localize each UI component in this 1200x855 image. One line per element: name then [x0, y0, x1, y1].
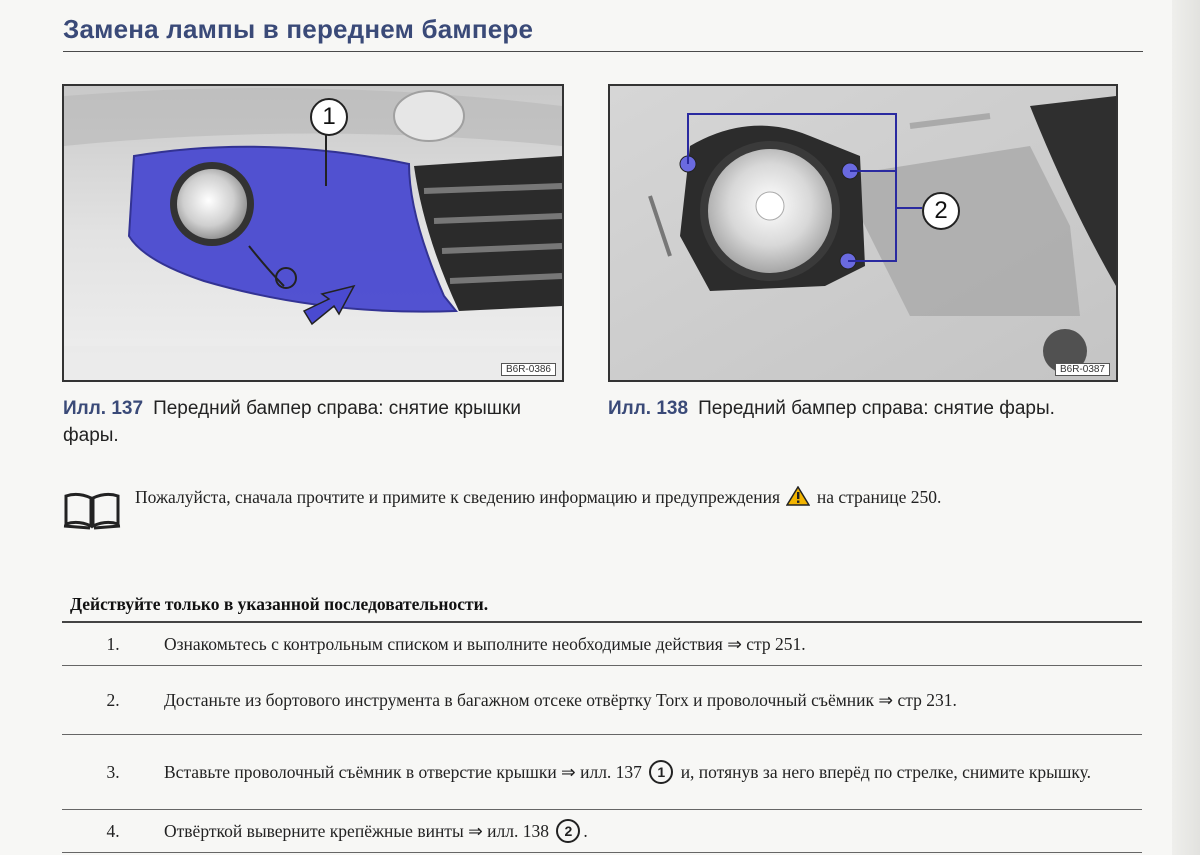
notice-text-after: на странице 250.: [816, 487, 942, 507]
step-text-before: Вставьте проволочный съёмник в отверстие крышки ⇒ илл. 137: [164, 761, 642, 782]
figure-code: B6R-0386: [501, 363, 556, 376]
warning-triangle-icon: [786, 486, 810, 506]
figure-caption: [608, 395, 1088, 422]
step-number: 3.: [106, 761, 120, 782]
steps-heading: Действуйте только в указанной последовательности.: [70, 594, 489, 614]
step-text-after: .: [583, 820, 588, 841]
figure-caption: [63, 395, 543, 449]
step-row: [62, 623, 1142, 666]
caption-label: Илл. 137: [63, 398, 144, 419]
step-row: [62, 735, 1142, 810]
notice-text: [135, 484, 1035, 510]
step-text-before: Отвёрткой выверните крепёжные винты ⇒ илл. 138: [164, 820, 549, 841]
step-number: 2.: [106, 689, 120, 710]
step-row: [62, 810, 1142, 853]
step-number: 4.: [106, 820, 120, 841]
figure-code: B6R-0387: [1055, 363, 1110, 376]
book-icon: [62, 490, 122, 530]
caption-text: Передний бампер справа: снятие фары.: [698, 398, 1055, 419]
figure-137: [62, 84, 564, 382]
notice-text-before: Пожалуйста, сначала прочтите и примите к сведению информацию и предупреждения: [135, 487, 781, 507]
page-title: Замена лампы в переднем бампере: [63, 14, 534, 44]
callout-1: 1: [310, 98, 348, 136]
steps-list: [62, 623, 1142, 853]
step-text: Ознакомьтесь с контрольным списком и выполните необходимые действия ⇒ стр 251.: [164, 633, 806, 654]
caption-label: Илл. 138: [608, 398, 689, 419]
title-rule: [63, 51, 1143, 52]
caption-text: Передний бампер справа: снятие крышки фары.: [63, 398, 521, 446]
step-row: [62, 666, 1142, 735]
page-edge: [1172, 0, 1200, 855]
step-text: [164, 813, 1142, 850]
callout-2: 2: [922, 192, 960, 230]
step-text-after: и, потянув за него вперёд по стрелке, снимите крышку.: [680, 761, 1091, 782]
figure-138: [608, 84, 1118, 382]
figure-ref-badge: 1: [649, 760, 673, 784]
fog-lamp-illustration: [610, 86, 1116, 380]
bumper-cover-illustration: [64, 86, 562, 380]
step-text: Достаньте из бортового инструмента в багажном отсеке отвёртку Torx и проволочный съёмник ⇒ стр 231.: [164, 689, 957, 710]
step-number: 1.: [106, 633, 120, 654]
step-text: [164, 754, 1142, 791]
figure-ref-badge: 2: [556, 819, 580, 843]
